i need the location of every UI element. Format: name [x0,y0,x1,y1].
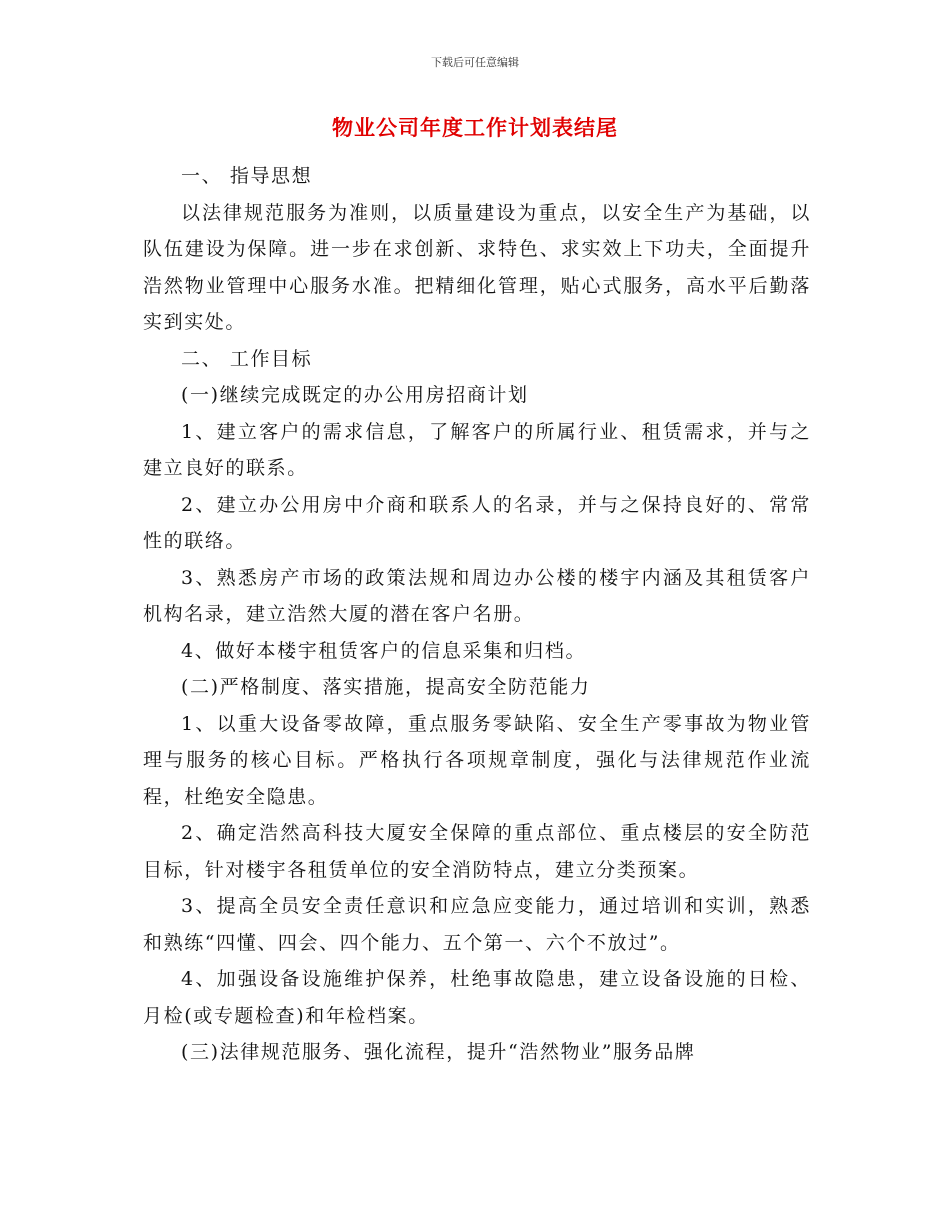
section-heading-guiding-thought: 一、 指导思想 [181,165,313,187]
subsection-heading-2: (二)严格制度、落实措施，提高安全防范能力 [181,676,591,698]
list-item: 1、以重大设备零故障，重点服务零缺陷、安全生产零事故为物业管理与服务的核心目标。严格执行各项规章制度，强化与法律规范作业流程，杜绝安全隐患。 [143,712,811,808]
list-item: 2、建立办公用房中介商和联系人的名录，并与之保持良好的、常常性的联络。 [143,493,811,552]
subsection-heading-3: (三)法律规范服务、强化流程，提升“浩然物业”服务品牌 [181,1041,696,1063]
document-title: 物业公司年度工作计划表结尾 [332,116,618,140]
section-heading-work-goals: 二、 工作目标 [181,347,313,370]
list-item: 3、熟悉房产市场的政策法规和周边办公楼的楼宇内涵及其租赁客户机构名录，建立浩然大厦的潜在客户名册。 [143,566,811,625]
list-item: 1、建立客户的需求信息，了解客户的所属行业、租赁需求，并与之建立良好的联系。 [143,420,811,479]
paragraph-guiding-thought: 以法律规范服务为准则，以质量建设为重点，以安全生产为基础，以队伍建设为保障。进一步在求创新、求特色、求实效上下功夫，全面提升浩然物业管理中心服务水准。把精细化管理，贴心式服务，高水平后勤落实到实处。 [143,201,811,333]
document-body [143,158,811,1071]
subsection-heading-1: (一)继续完成既定的办公用房招商计划 [181,384,529,406]
header-note: 下载后可任意编辑 [431,56,519,69]
list-item: 4、做好本楼宇租赁客户的信息采集和归档。 [181,639,587,662]
list-item: 4、加强设备设施维护保养，杜绝事故隐患，建立设备设施的日检、月检(或专题检查)和年检档案。 [143,968,811,1027]
list-item: 2、确定浩然高科技大厦安全保障的重点部位、重点楼层的安全防范目标，针对楼宇各租赁单位的安全消防特点，建立分类预案。 [143,822,811,881]
list-item: 3、提高全员安全责任意识和应急应变能力，通过培训和实训，熟悉和熟练“四懂、四会、四个能力、五个第一、六个不放过”。 [143,895,811,954]
